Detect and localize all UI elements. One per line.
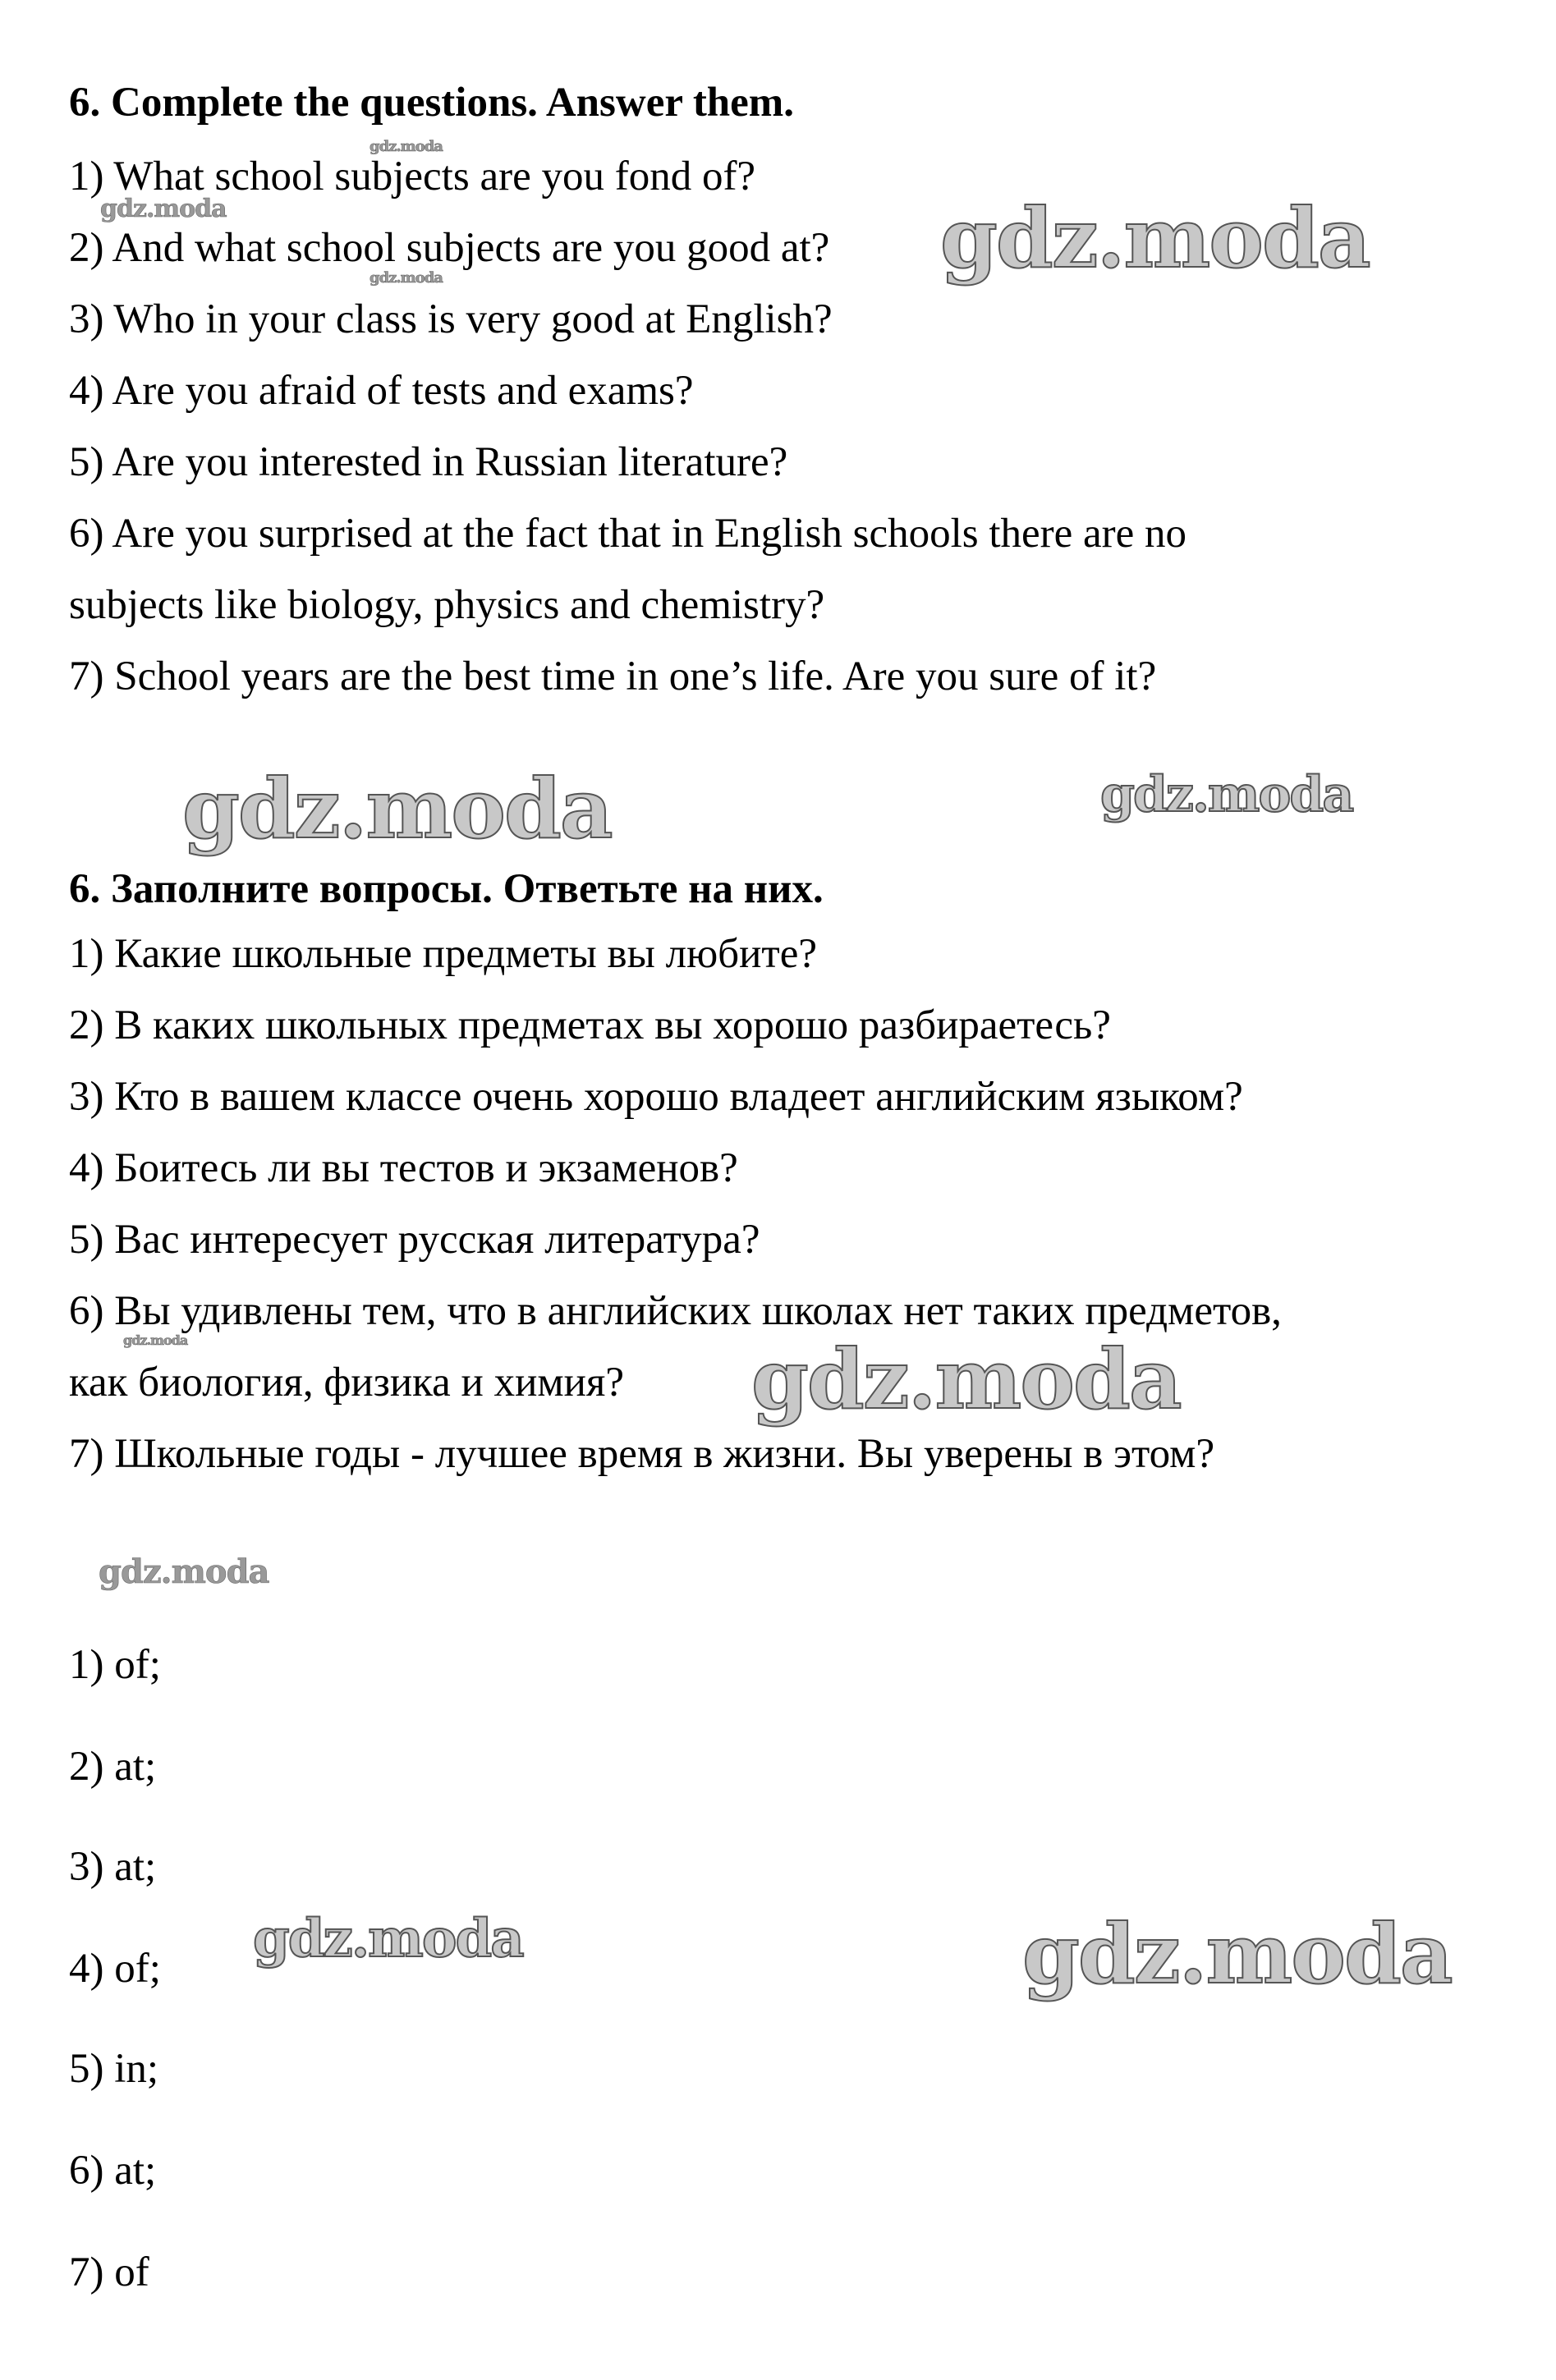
question-line: 3) Who in your class is very good at English?	[69, 296, 833, 342]
answer-line: 6) at;	[69, 2148, 157, 2194]
answer-line: 7) of	[69, 2249, 149, 2295]
question-line: 2) And what school subjects are you good at?	[69, 225, 830, 271]
question-line: 2) В каких школьных предметах вы хорошо разбираетесь?	[69, 1002, 1111, 1048]
question-line: 5) Вас интересует русская литература?	[69, 1217, 760, 1263]
watermark: gdz.moda	[99, 1552, 269, 1591]
question-line: 3) Кто в вашем классе очень хорошо владеет английским языком?	[69, 1074, 1243, 1120]
question-line: 6) Are you surprised at the fact that in English schools there are no	[69, 511, 1187, 557]
question-line: 6) Вы удивлены тем, что в английских школах нет таких предметов,	[69, 1288, 1282, 1334]
question-line: 5) Are you interested in Russian literature?	[69, 439, 788, 485]
question-line: subjects like biology, physics and chemistry?	[69, 582, 825, 628]
question-line: 7) Школьные годы - лучшее время в жизни. Вы уверены в этом?	[69, 1431, 1215, 1477]
watermark: gdz.moda	[369, 269, 443, 287]
answer-line: 2) at;	[69, 1744, 157, 1790]
question-line: 1) Какие школьные предметы вы любите?	[69, 931, 817, 977]
watermark: gdz.moda	[751, 1331, 1181, 1428]
answer-line: 1) of;	[69, 1642, 161, 1688]
answer-line: 3) at;	[69, 1844, 157, 1890]
question-line: 7) School years are the best time in one’s life. Are you sure of it?	[69, 653, 1157, 699]
watermark: gdz.moda	[1022, 1905, 1452, 2002]
watermark: gdz.moda	[253, 1908, 523, 1970]
exercise-heading-en: 6. Complete the questions. Answer them.	[69, 80, 795, 126]
answer-line: 5) in;	[69, 2046, 159, 2092]
question-line: 4) Are you afraid of tests and exams?	[69, 368, 694, 414]
watermark: gdz.moda	[123, 1332, 188, 1348]
question-line: 1) What school subjects are you fond of?	[69, 154, 756, 199]
watermark: gdz.moda	[1100, 766, 1353, 823]
watermark: gdz.moda	[940, 190, 1370, 287]
answer-line: 4) of;	[69, 1946, 161, 1992]
question-line: как биология, физика и химия?	[69, 1360, 625, 1406]
watermark: gdz.moda	[100, 195, 227, 223]
exercise-heading-ru: 6. Заполните вопросы. Ответьте на них.	[69, 866, 824, 912]
watermark: gdz.moda	[182, 760, 612, 857]
question-line: 4) Боитесь ли вы тестов и экзаменов?	[69, 1145, 738, 1191]
watermark: gdz.moda	[369, 138, 443, 155]
